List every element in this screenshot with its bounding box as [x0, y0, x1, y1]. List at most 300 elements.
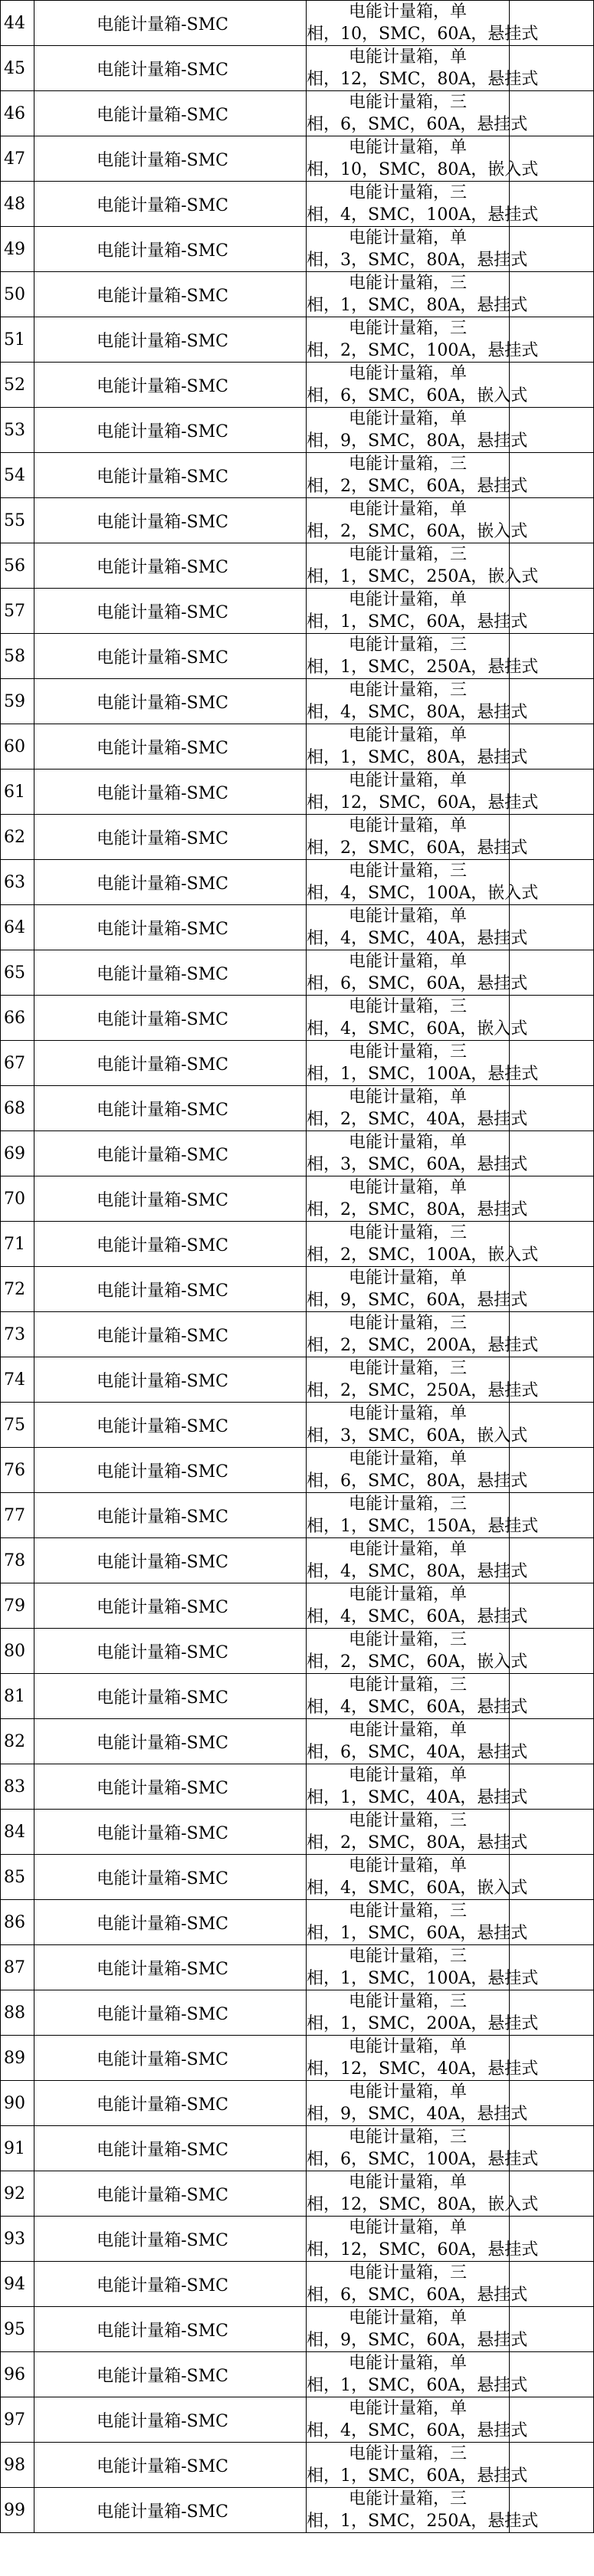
spec-line-1: 电能计量箱，单 — [348, 2354, 467, 2373]
spec-line-2: 相，2，SMC，40A，悬挂式 — [307, 1110, 528, 1129]
spec-cell — [307, 2171, 539, 2217]
item-name-cell — [34, 724, 307, 770]
spec-line-2: 相，2，SMC，80A，悬挂式 — [307, 1833, 528, 1852]
item-name: 电能计量箱-SMC — [97, 919, 228, 939]
table-row — [1, 408, 594, 453]
item-name: 电能计量箱-SMC — [97, 1823, 228, 1843]
spec-line-1: 电能计量箱，三 — [348, 1314, 467, 1333]
item-name-cell — [34, 1448, 307, 1493]
spec-cell — [307, 1583, 528, 1629]
row-number — [1, 1810, 34, 1855]
row-number — [1, 996, 34, 1041]
row-number-text: 74 — [4, 1370, 25, 1390]
row-number — [1, 2488, 34, 2533]
spec-line-2: 相，3，SMC，60A，悬挂式 — [307, 1155, 528, 1174]
row-number-text: 47 — [4, 149, 25, 169]
spec-line-2: 相，9，SMC，60A，悬挂式 — [307, 1291, 528, 1310]
spec-cell — [307, 136, 539, 182]
item-name-cell — [34, 2352, 307, 2397]
spec-line-1: 电能计量箱，三 — [348, 454, 467, 474]
item-name-cell — [34, 2217, 307, 2262]
row-number — [1, 1222, 34, 1267]
item-name: 电能计量箱-SMC — [97, 1462, 228, 1482]
row-number-text: 98 — [4, 2455, 25, 2475]
spec-line-2: 相，6，SMC，60A，悬挂式 — [307, 974, 528, 993]
spec-line-2: 相，12，SMC，80A，悬挂式 — [307, 70, 539, 89]
spec-line-1: 电能计量箱，单 — [348, 771, 467, 790]
spec-line-1: 电能计量箱，三 — [348, 1947, 467, 1966]
item-name-cell — [34, 1222, 307, 1267]
table-row — [1, 2397, 594, 2443]
row-number — [1, 272, 34, 317]
spec-cell — [307, 2488, 539, 2533]
spec-line-2: 相，12，SMC，60A，悬挂式 — [307, 793, 539, 812]
item-name-cell — [34, 1990, 307, 2036]
item-name: 电能计量箱-SMC — [97, 105, 228, 125]
spec-line-1: 电能计量箱，单 — [348, 2218, 467, 2237]
table-row — [1, 996, 594, 1041]
item-name: 电能计量箱-SMC — [97, 738, 228, 758]
table-row — [1, 363, 594, 408]
table-row — [1, 1131, 594, 1176]
spec-cell — [307, 1629, 528, 1674]
item-name-cell — [34, 679, 307, 724]
table-row — [1, 1448, 594, 1493]
item-name-cell — [34, 182, 307, 227]
item-name: 电能计量箱-SMC — [97, 1642, 228, 1662]
spec-table-body — [1, 1, 594, 2533]
table-row — [1, 1810, 594, 1855]
row-number — [1, 770, 34, 815]
item-name: 电能计量箱-SMC — [97, 648, 228, 668]
item-name-cell — [34, 453, 307, 498]
row-number — [1, 860, 34, 905]
spec-cell — [307, 1900, 528, 1945]
item-name-cell — [34, 1493, 307, 1538]
row-number — [1, 679, 34, 724]
table-row — [1, 1538, 594, 1583]
item-name-cell — [34, 1312, 307, 1357]
row-number-text: 69 — [4, 1144, 25, 1163]
item-name: 电能计量箱-SMC — [97, 1959, 228, 1979]
item-name: 电能计量箱-SMC — [97, 150, 228, 170]
table-row — [1, 2443, 594, 2488]
spec-line-2: 相，2，SMC，200A，悬挂式 — [307, 1336, 539, 1355]
spec-line-2: 相，4，SMC，80A，悬挂式 — [307, 703, 528, 722]
row-number — [1, 2307, 34, 2352]
spec-line-1: 电能计量箱，三 — [348, 861, 467, 881]
item-name: 电能计量箱-SMC — [97, 1055, 228, 1075]
row-number — [1, 2036, 34, 2081]
spec-cell — [307, 1, 539, 46]
row-number — [1, 1945, 34, 1990]
spec-line-2: 相，4，SMC，60A，嵌入式 — [307, 1879, 528, 1898]
spec-line-1: 电能计量箱，单 — [348, 1540, 467, 1559]
item-name-cell — [34, 860, 307, 905]
table-row — [1, 860, 594, 905]
spec-line-1: 电能计量箱，单 — [348, 138, 467, 157]
spec-cell — [307, 2307, 528, 2352]
spec-cell — [307, 770, 539, 815]
spec-line-1: 电能计量箱，三 — [348, 997, 467, 1016]
row-number — [1, 408, 34, 453]
spec-line-2: 相，12，SMC，40A，悬挂式 — [307, 2059, 539, 2079]
spec-cell — [307, 498, 528, 543]
spec-cell — [307, 815, 528, 860]
spec-cell — [307, 227, 528, 272]
spec-cell — [307, 1990, 539, 2036]
item-name: 电能计量箱-SMC — [97, 1371, 228, 1391]
spec-line-1: 电能计量箱，单 — [348, 2, 467, 21]
item-name-cell — [34, 1629, 307, 1674]
row-number-text: 52 — [4, 375, 25, 395]
item-name-cell — [34, 2488, 307, 2533]
item-name: 电能计量箱-SMC — [97, 2004, 228, 2024]
item-name-cell — [34, 1810, 307, 1855]
item-name-cell — [34, 2081, 307, 2126]
table-row — [1, 1719, 594, 1764]
table-row — [1, 317, 594, 363]
row-number-text: 64 — [4, 917, 25, 937]
table-row — [1, 2081, 594, 2126]
table-row — [1, 589, 594, 634]
spec-cell — [307, 1267, 528, 1312]
row-number-text: 85 — [4, 1867, 25, 1887]
spec-line-2: 相，4，SMC，100A，嵌入式 — [307, 884, 539, 903]
spec-line-1: 电能计量箱，三 — [348, 93, 467, 112]
spec-line-1: 电能计量箱，三 — [348, 1359, 467, 1378]
row-number — [1, 1719, 34, 1764]
row-number — [1, 136, 34, 182]
spec-line-1: 电能计量箱，单 — [348, 228, 467, 248]
row-number-text: 95 — [4, 2319, 25, 2339]
item-name-cell — [34, 1267, 307, 1312]
row-number-text: 71 — [4, 1234, 25, 1254]
spec-cell — [307, 2081, 528, 2126]
spec-line-2: 相，9，SMC，60A，悬挂式 — [307, 2331, 528, 2350]
spec-line-1: 电能计量箱，三 — [348, 1811, 467, 1830]
table-row — [1, 905, 594, 950]
spec-cell — [307, 2262, 528, 2307]
item-name: 电能计量箱-SMC — [97, 2049, 228, 2069]
spec-line-2: 相，2，SMC，60A，嵌入式 — [307, 522, 528, 541]
item-name-cell — [34, 1403, 307, 1448]
row-number — [1, 1357, 34, 1403]
row-number — [1, 1629, 34, 1674]
row-number — [1, 1493, 34, 1538]
row-number-text: 80 — [4, 1641, 25, 1661]
item-name: 电能计量箱-SMC — [97, 1281, 228, 1301]
row-number — [1, 724, 34, 770]
table-row — [1, 1, 594, 46]
item-name-cell — [34, 272, 307, 317]
item-name-cell — [34, 46, 307, 91]
spec-line-1: 电能计量箱，单 — [348, 907, 467, 926]
item-name: 电能计量箱-SMC — [97, 2502, 228, 2522]
row-number — [1, 1041, 34, 1086]
item-name-cell — [34, 589, 307, 634]
spec-line-1: 电能计量箱，三 — [348, 2489, 467, 2509]
item-name: 电能计量箱-SMC — [97, 2185, 228, 2205]
table-row — [1, 1674, 594, 1719]
row-number — [1, 363, 34, 408]
spec-cell — [307, 1131, 528, 1176]
spec-line-2: 相，1，SMC，150A，悬挂式 — [307, 1517, 539, 1536]
table-row — [1, 46, 594, 91]
table-row — [1, 182, 594, 227]
spec-line-2: 相，4，SMC，60A，嵌入式 — [307, 1019, 528, 1039]
row-number — [1, 1403, 34, 1448]
row-number-text: 82 — [4, 1731, 25, 1751]
item-name-cell — [34, 2397, 307, 2443]
spec-line-1: 电能计量箱，单 — [348, 1856, 467, 1875]
row-number-text: 96 — [4, 2364, 25, 2384]
spec-line-1: 电能计量箱，三 — [348, 635, 467, 655]
row-number-text: 59 — [4, 691, 25, 711]
spec-line-2: 相，1，SMC，200A，悬挂式 — [307, 2014, 539, 2033]
spec-line-2: 相，6，SMC，60A，悬挂式 — [307, 115, 528, 134]
spec-line-1: 电能计量箱，单 — [348, 1721, 467, 1740]
row-number — [1, 1990, 34, 2036]
spec-cell — [307, 363, 528, 408]
item-name-cell — [34, 1583, 307, 1629]
spec-cell — [307, 1855, 528, 1900]
item-name-cell — [34, 1945, 307, 1990]
item-name: 电能计量箱-SMC — [97, 1869, 228, 1889]
spec-cell — [307, 1493, 539, 1538]
item-name-cell — [34, 543, 307, 589]
row-number-text: 49 — [4, 239, 25, 259]
item-name-cell — [34, 905, 307, 950]
row-number-text: 73 — [4, 1324, 25, 1344]
row-number-text: 75 — [4, 1415, 25, 1435]
table-row — [1, 227, 594, 272]
row-number — [1, 1674, 34, 1719]
spec-line-2: 相，6，SMC，80A，悬挂式 — [307, 1472, 528, 1491]
item-name: 电能计量箱-SMC — [97, 1190, 228, 1210]
table-row — [1, 950, 594, 996]
row-number-text: 84 — [4, 1822, 25, 1842]
item-name: 电能计量箱-SMC — [97, 1914, 228, 1934]
item-name: 电能计量箱-SMC — [97, 512, 228, 532]
table-row — [1, 2262, 594, 2307]
spec-cell — [307, 91, 528, 136]
spec-line-2: 相，9，SMC，40A，悬挂式 — [307, 2105, 528, 2124]
table-row — [1, 679, 594, 724]
spec-cell — [307, 317, 539, 363]
spec-cell — [307, 1086, 528, 1131]
spec-line-1: 电能计量箱，单 — [348, 2309, 467, 2328]
item-name: 电能计量箱-SMC — [97, 2230, 228, 2250]
spec-line-1: 电能计量箱，单 — [348, 2173, 467, 2192]
item-name-cell — [34, 1041, 307, 1086]
row-number-text: 62 — [4, 827, 25, 847]
item-name-cell — [34, 1900, 307, 1945]
spec-line-1: 电能计量箱，三 — [348, 545, 467, 564]
spec-line-1: 电能计量箱，单 — [348, 2399, 467, 2418]
table-row — [1, 498, 594, 543]
item-name: 电能计量箱-SMC — [97, 2276, 228, 2295]
table-row — [1, 1176, 594, 1222]
row-number — [1, 2397, 34, 2443]
table-row — [1, 1945, 594, 1990]
spec-line-2: 相，2，SMC，100A，嵌入式 — [307, 1245, 539, 1265]
row-number — [1, 317, 34, 363]
spec-line-1: 电能计量箱，三 — [348, 1902, 467, 1921]
spec-line-2: 相，1，SMC，40A，悬挂式 — [307, 1788, 528, 1807]
spec-line-2: 相，4，SMC，60A，悬挂式 — [307, 1607, 528, 1626]
table-row — [1, 815, 594, 860]
row-number — [1, 2126, 34, 2171]
spec-cell — [307, 1222, 539, 1267]
spec-cell — [307, 1674, 528, 1719]
spec-cell — [307, 2443, 528, 2488]
item-name: 电能计量箱-SMC — [97, 2411, 228, 2431]
spec-line-1: 电能计量箱，三 — [348, 1042, 467, 1062]
item-name: 电能计量箱-SMC — [97, 331, 228, 351]
spec-line-2: 相，2，SMC，80A，悬挂式 — [307, 1200, 528, 1219]
item-name: 电能计量箱-SMC — [97, 1552, 228, 1572]
table-row — [1, 1493, 594, 1538]
spec-line-1: 电能计量箱，单 — [348, 409, 467, 428]
item-name: 电能计量箱-SMC — [97, 286, 228, 306]
spec-line-2: 相，6，SMC，60A，悬挂式 — [307, 2286, 528, 2305]
row-number-text: 67 — [4, 1053, 25, 1073]
row-number-text: 87 — [4, 1957, 25, 1977]
row-number-text: 60 — [4, 737, 25, 756]
spec-line-2: 相，6，SMC，60A，嵌入式 — [307, 386, 528, 405]
spec-line-2: 相，6，SMC，100A，悬挂式 — [307, 2150, 539, 2169]
row-number-text: 61 — [4, 782, 25, 802]
row-number-text: 94 — [4, 2274, 25, 2294]
spec-line-2: 相，4，SMC，60A，悬挂式 — [307, 2421, 528, 2440]
item-name-cell — [34, 408, 307, 453]
spec-line-2: 相，1，SMC，80A，悬挂式 — [307, 748, 528, 767]
spec-line-2: 相，1，SMC，60A，悬挂式 — [307, 2466, 528, 2486]
row-number — [1, 1900, 34, 1945]
spec-line-2: 相，3，SMC，60A，嵌入式 — [307, 1426, 528, 1446]
spec-cell — [307, 1176, 528, 1222]
spec-line-1: 电能计量箱，单 — [348, 1449, 467, 1468]
item-name-cell — [34, 1176, 307, 1222]
item-name: 电能计量箱-SMC — [97, 829, 228, 848]
spec-cell — [307, 1448, 528, 1493]
item-name: 电能计量箱-SMC — [97, 2456, 228, 2476]
row-number-text: 92 — [4, 2184, 25, 2204]
item-name: 电能计量箱-SMC — [97, 1235, 228, 1255]
spec-line-2: 相，1，SMC，250A，嵌入式 — [307, 567, 539, 586]
row-number — [1, 1855, 34, 1900]
row-number-text: 50 — [4, 284, 25, 304]
item-name-cell — [34, 363, 307, 408]
row-number — [1, 1448, 34, 1493]
item-name: 电能计量箱-SMC — [97, 376, 228, 396]
table-row — [1, 1583, 594, 1629]
spec-cell — [307, 996, 528, 1041]
row-number — [1, 1583, 34, 1629]
item-name: 电能计量箱-SMC — [97, 2095, 228, 2115]
item-name-cell — [34, 227, 307, 272]
item-name: 电能计量箱-SMC — [97, 2321, 228, 2341]
spec-line-1: 电能计量箱，三 — [348, 1495, 467, 1514]
spec-cell — [307, 679, 528, 724]
spec-cell — [307, 2036, 539, 2081]
item-name: 电能计量箱-SMC — [97, 1416, 228, 1436]
spec-line-1: 电能计量箱，三 — [348, 319, 467, 338]
item-name-cell — [34, 2307, 307, 2352]
spec-line-1: 电能计量箱，单 — [348, 1178, 467, 1197]
spec-line-2: 相，1，SMC，250A，悬挂式 — [307, 658, 539, 677]
spec-line-1: 电能计量箱，单 — [348, 1585, 467, 1604]
row-number-text: 97 — [4, 2410, 25, 2430]
table-row — [1, 1222, 594, 1267]
spec-line-1: 电能计量箱，单 — [348, 1268, 467, 1288]
spec-cell — [307, 1538, 528, 1583]
row-number — [1, 91, 34, 136]
row-number — [1, 2217, 34, 2262]
table-row — [1, 2307, 594, 2352]
spec-line-2: 相，2，SMC，60A，悬挂式 — [307, 477, 528, 496]
spec-cell — [307, 1357, 539, 1403]
spec-line-1: 电能计量箱，单 — [348, 1404, 467, 1423]
row-number-text: 58 — [4, 646, 25, 666]
item-name-cell — [34, 770, 307, 815]
item-name: 电能计量箱-SMC — [97, 1597, 228, 1617]
row-number-text: 48 — [4, 194, 25, 214]
item-name: 电能计量箱-SMC — [97, 964, 228, 984]
row-number — [1, 2352, 34, 2397]
spec-line-2: 相，2，SMC，250A，悬挂式 — [307, 1381, 539, 1400]
row-number-text: 89 — [4, 2048, 25, 2068]
spec-line-2: 相，12，SMC，60A，悬挂式 — [307, 2240, 539, 2259]
item-name: 电能计量箱-SMC — [97, 1688, 228, 1708]
spec-line-1: 电能计量箱，三 — [348, 1675, 467, 1695]
item-name: 电能计量箱-SMC — [97, 557, 228, 577]
spec-line-2: 相，4，SMC，40A，悬挂式 — [307, 929, 528, 948]
row-number — [1, 182, 34, 227]
spec-line-1: 电能计量箱，单 — [348, 48, 467, 67]
spec-line-2: 相，1，SMC，60A，悬挂式 — [307, 2376, 528, 2395]
row-number — [1, 634, 34, 679]
row-number-text: 72 — [4, 1279, 25, 1299]
spec-cell — [307, 2217, 539, 2262]
table-row — [1, 1267, 594, 1312]
spec-line-1: 电能计量箱，单 — [348, 364, 467, 383]
table-row — [1, 1990, 594, 2036]
item-name-cell — [34, 996, 307, 1041]
item-name: 电能计量箱-SMC — [97, 467, 228, 487]
spec-line-1: 电能计量箱，三 — [348, 2128, 467, 2147]
spec-line-1: 电能计量箱，三 — [348, 1223, 467, 1242]
spec-line-2: 相，9，SMC，80A，悬挂式 — [307, 432, 528, 451]
item-name: 电能计量箱-SMC — [97, 15, 228, 34]
spec-cell — [307, 1810, 528, 1855]
spec-line-1: 电能计量箱，单 — [348, 2037, 467, 2056]
row-number — [1, 1538, 34, 1583]
spec-line-1: 电能计量箱，单 — [348, 1133, 467, 1152]
spec-line-2: 相，12，SMC，80A，嵌入式 — [307, 2195, 539, 2214]
table-row — [1, 2488, 594, 2533]
spec-line-2: 相，4，SMC，60A，悬挂式 — [307, 1698, 528, 1717]
spec-cell — [307, 1719, 528, 1764]
table-row — [1, 1764, 594, 1810]
row-number-text: 56 — [4, 556, 25, 576]
spec-line-2: 相，1，SMC，250A，悬挂式 — [307, 2512, 539, 2531]
item-name: 电能计量箱-SMC — [97, 241, 228, 261]
spec-cell — [307, 1403, 528, 1448]
spec-line-2: 相，1，SMC，100A，悬挂式 — [307, 1065, 539, 1084]
item-name: 电能计量箱-SMC — [97, 60, 228, 80]
